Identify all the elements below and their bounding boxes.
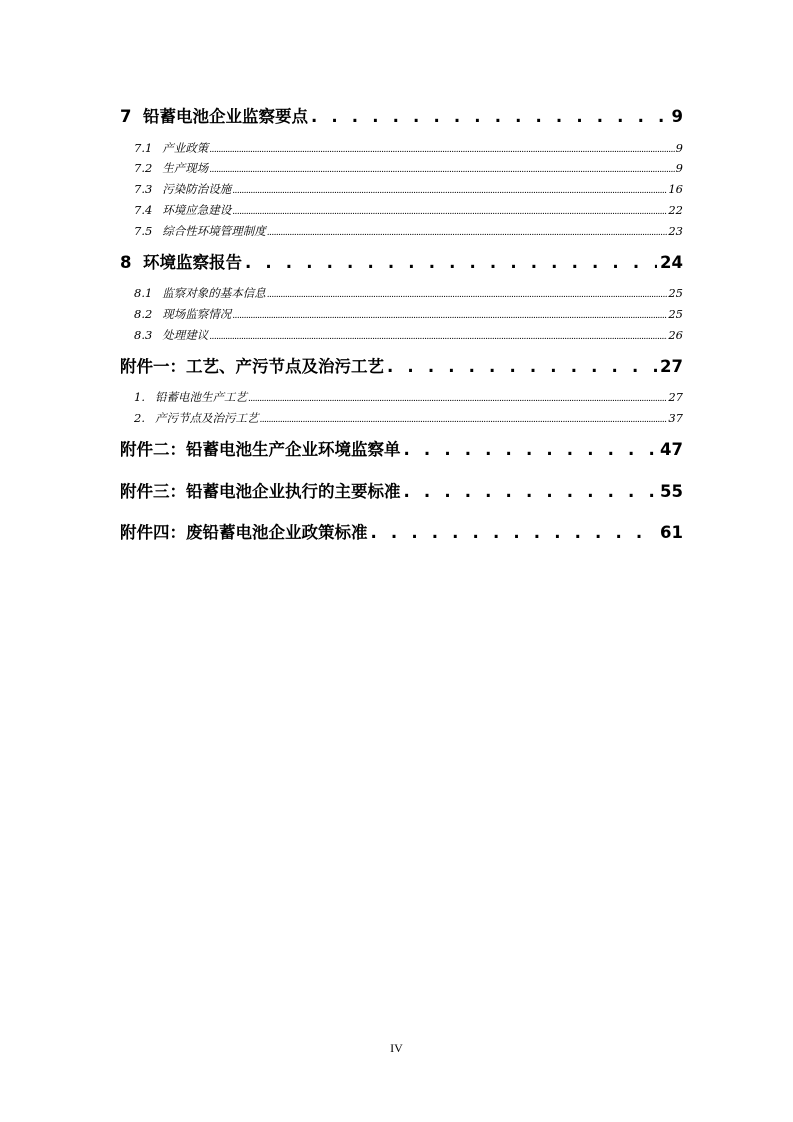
toc-entry-8-2[interactable]: [134, 306, 683, 322]
toc-entry-title: [120, 252, 242, 274]
toc-entry-7-3[interactable]: [134, 181, 683, 197]
toc-entry-title: [134, 202, 231, 218]
page-number: 26: [668, 328, 683, 342]
page-number: 25: [668, 286, 683, 300]
page-number: 23: [668, 224, 683, 238]
toc-entry-title: [134, 140, 208, 156]
toc-entry-title: [134, 223, 266, 239]
page-number: 37: [668, 411, 683, 425]
toc-entry-title: 附件一：工艺、产污节点及治污工艺: [120, 357, 384, 376]
subsection-number: 7.5: [134, 224, 153, 238]
toc-entry-title: [134, 389, 247, 405]
subsection-title: 综合性环境管理制度: [162, 224, 266, 238]
page-number: 27: [668, 390, 683, 404]
page-number: 16: [668, 182, 683, 196]
toc-entry-8-1[interactable]: [134, 285, 683, 301]
footer-page-number: IV: [390, 1041, 403, 1055]
toc-entry-appendix-4[interactable]: [120, 522, 683, 544]
subsection-title: 处理建议: [162, 328, 209, 342]
toc-entry-8-3[interactable]: [134, 327, 683, 343]
dot-leader: [248, 391, 667, 405]
page-number: 22: [668, 203, 683, 217]
subsection-title: 产污节点及治污工艺: [154, 411, 259, 425]
subsection-number: 7.1: [134, 141, 153, 155]
toc-entry-title: [134, 285, 266, 301]
section-number: 8: [120, 253, 132, 272]
subsection-title: 监察对象的基本信息: [162, 286, 266, 300]
dot-leader: [245, 252, 657, 274]
toc-entry-appendix-2[interactable]: [120, 439, 683, 461]
subsection-title: 污染防治设施: [162, 182, 232, 196]
dot-leader: [209, 329, 667, 343]
dot-leader: [311, 106, 669, 128]
toc-entry-7-4[interactable]: [134, 202, 683, 218]
section-number: 7: [120, 107, 132, 126]
toc-entry-title: [134, 327, 208, 343]
dot-leader: [232, 183, 667, 197]
toc-entry-section-7[interactable]: [120, 106, 683, 128]
page-number: 55: [660, 482, 683, 501]
toc-entry-title: 附件二：铅蓄电池生产企业环境监察单: [120, 440, 401, 459]
toc-entry-title: [134, 410, 258, 426]
subsection-title: 产业政策: [162, 141, 209, 155]
page-number: 25: [668, 307, 683, 321]
dot-leader: [259, 412, 667, 426]
dot-leader: [209, 142, 674, 156]
page-number: 24: [660, 253, 683, 272]
dot-leader: [232, 308, 667, 322]
page-number: 9: [671, 107, 683, 126]
page-number: 9: [675, 161, 683, 175]
toc-entry-appendix-1-2[interactable]: [134, 410, 683, 426]
subsection-number: 8.2: [134, 307, 153, 321]
subsection-number: 8.1: [134, 286, 153, 300]
toc-entry-7-2[interactable]: [134, 160, 683, 176]
toc-entry-title: [134, 160, 208, 176]
subsection-title: 生产现场: [162, 161, 209, 175]
toc-entry-7-5[interactable]: [134, 223, 683, 239]
subsection-number: 1.: [134, 390, 145, 404]
toc-entry-appendix-1[interactable]: [120, 356, 683, 378]
dot-leader: [232, 204, 667, 218]
dot-leader: [404, 439, 658, 461]
dot-leader: [404, 481, 658, 503]
toc-entry-appendix-3[interactable]: [120, 481, 683, 503]
subsection-title: 环境应急建设: [162, 203, 232, 217]
toc-entry-title: [134, 181, 231, 197]
dot-leader: [209, 162, 674, 176]
page-number: 61: [660, 523, 683, 542]
section-title: 环境监察报告: [142, 253, 242, 272]
subsection-number: 2.: [134, 411, 145, 425]
subsection-number: 7.3: [134, 182, 153, 196]
subsection-number: 7.2: [134, 161, 153, 175]
toc-entry-section-8[interactable]: [120, 252, 683, 274]
toc-entry-title: [134, 306, 231, 322]
dot-leader: [371, 522, 658, 544]
toc-entry-7-1[interactable]: [134, 140, 683, 156]
subsection-title: 铅蓄电池生产工艺: [154, 390, 247, 404]
dot-leader: [387, 356, 657, 378]
page-footer: [0, 1041, 793, 1056]
subsection-number: 8.3: [134, 328, 153, 342]
page-number: 47: [660, 440, 683, 459]
section-title: 铅蓄电池企业监察要点: [142, 107, 308, 126]
toc-entry-title: 附件三：铅蓄电池企业执行的主要标准: [120, 482, 401, 501]
subsection-title: 现场监察情况: [162, 307, 232, 321]
dot-leader: [267, 225, 668, 239]
subsection-number: 7.4: [134, 203, 153, 217]
toc-entry-title: 附件四：废铅蓄电池企业政策标准: [120, 523, 368, 542]
page-number: 9: [675, 141, 683, 155]
page-number: 27: [660, 357, 683, 376]
toc-entry-appendix-1-1[interactable]: [134, 389, 683, 405]
dot-leader: [267, 287, 668, 301]
toc-entry-title: [120, 106, 308, 128]
